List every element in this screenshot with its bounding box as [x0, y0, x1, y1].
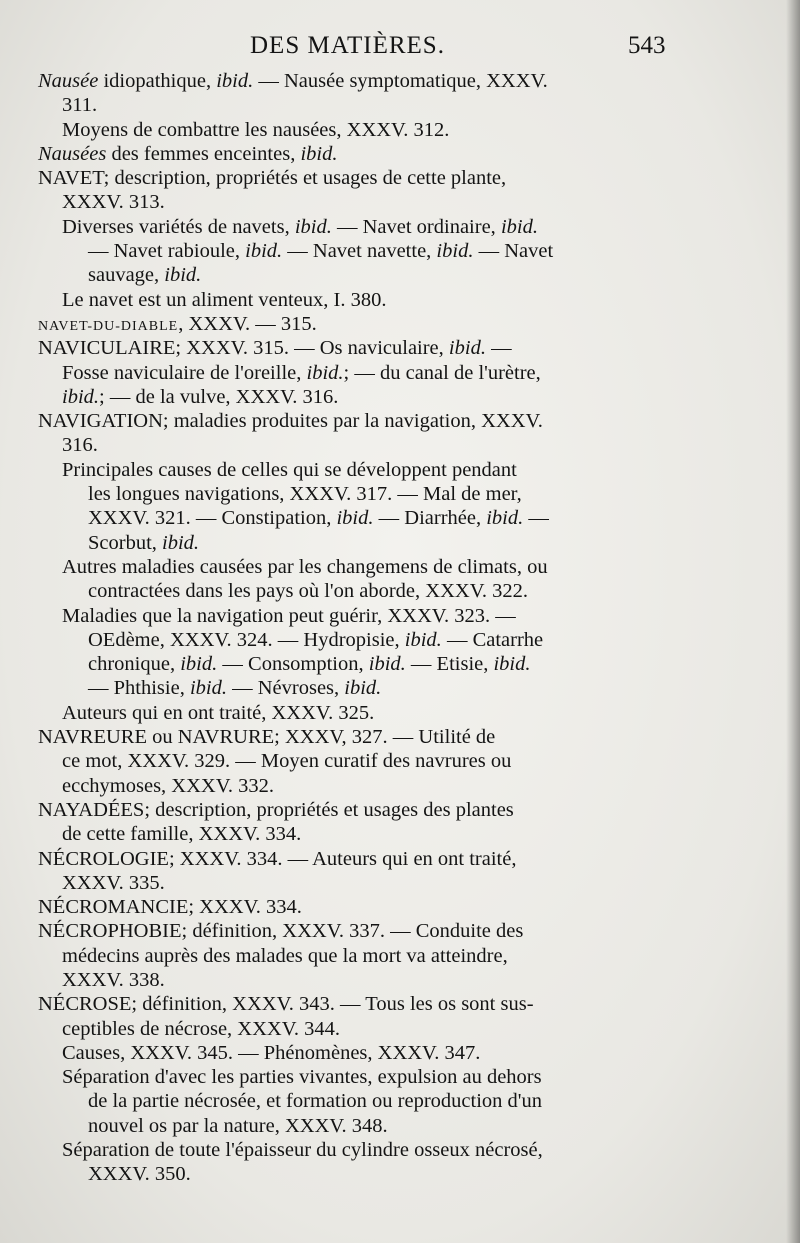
- entry-text: médecins auprès des malades que la mort va atteindre,: [62, 944, 508, 967]
- italic-text: ibid.: [368, 653, 406, 676]
- index-subentry-line: [38, 361, 680, 385]
- italic-text: ibid.: [493, 653, 531, 676]
- entry-text: NÉCROPHOBIE; définition, XXXV. 337. — Conduite des: [38, 920, 524, 943]
- entry-text: — Diarrhée,: [373, 507, 487, 530]
- index-subentry-line: [38, 871, 680, 895]
- entry-text: les longues navigations, XXXV. 317. — Mal de mer,: [88, 483, 522, 506]
- index-subentry-line: [38, 968, 680, 992]
- index-subentry-line: [38, 701, 680, 725]
- entry-text: , XXXV. — 315.: [178, 312, 317, 335]
- index-subentry-line: [38, 774, 680, 798]
- index-entry-line: [38, 166, 680, 190]
- entry-text: Moyens de combattre les nausées, XXXV. 312.: [62, 118, 450, 141]
- entry-text: — Navet ordinaire,: [331, 215, 501, 238]
- index-subentry-line: [38, 531, 680, 555]
- entry-text: chronique,: [88, 653, 181, 676]
- entry-text: Fosse naviculaire de l'oreille,: [62, 361, 307, 384]
- index-entry-line: [38, 409, 680, 433]
- italic-text: ibid.: [245, 240, 283, 263]
- entry-text: —: [485, 337, 512, 360]
- index-subentry-line: [38, 604, 680, 628]
- italic-text: ibid.: [189, 677, 227, 700]
- entry-text: — Névroses,: [226, 677, 345, 700]
- page-header: [0, 32, 800, 66]
- entry-text: Séparation d'avec les parties vivantes, expulsion au dehors: [62, 1066, 542, 1089]
- index-subentry-line: [38, 288, 680, 312]
- index-entry-line: [38, 336, 680, 360]
- italic-text: ibid.: [486, 507, 524, 530]
- entry-text: XXXV. 321. — Constipation,: [88, 507, 337, 530]
- entry-text: NAVET; description, propriétés et usages de cette plante,: [38, 167, 507, 190]
- italic-text: Nausées: [38, 142, 107, 165]
- entry-text: XXXV. 350.: [88, 1163, 191, 1186]
- running-title: DES MATIÈRES.: [250, 32, 445, 59]
- index-subentry-line: [38, 1041, 680, 1065]
- index-subentry-line: [38, 1017, 680, 1041]
- entry-text: ceptibles de nécrose, XXXV. 344.: [62, 1017, 341, 1040]
- index-subentry-line: [38, 118, 680, 142]
- entry-text: Maladies que la navigation peut guérir, XXXV. 323. —: [62, 604, 516, 627]
- index-subentry-line: [38, 1065, 680, 1089]
- index-subentry-line: [38, 239, 680, 263]
- index-entry-line: [38, 919, 680, 943]
- index-subentry-line: [38, 263, 680, 287]
- index-entry-line: [38, 142, 680, 166]
- index-entry-line: [38, 312, 680, 336]
- italic-text: Nausée: [38, 70, 99, 92]
- entry-text: NAYADÉES; description, propriétés et usages des plantes: [38, 798, 514, 821]
- index-subentry-line: [38, 579, 680, 603]
- italic-text: ibid.: [300, 142, 338, 165]
- entry-text: de cette famille, XXXV. 334.: [62, 823, 302, 846]
- italic-text: ibid.: [500, 215, 538, 238]
- index-entry-line: [38, 725, 680, 749]
- index-subentry-line: [38, 652, 680, 676]
- page-edge-shadow: [786, 0, 800, 1243]
- entry-text: NÉCROLOGIE; XXXV. 334. — Auteurs qui en ont traité,: [38, 847, 517, 870]
- entry-text: NAVIGATION; maladies produites par la navigation, XXXV.: [38, 410, 543, 433]
- italic-text: ibid.: [306, 361, 344, 384]
- entry-text: Autres maladies causées par les changemens de climats, ou: [62, 555, 548, 578]
- entry-text: — Navet navette,: [282, 240, 437, 263]
- index-subentry-line: [38, 628, 680, 652]
- index-subentry-line: [38, 822, 680, 846]
- entry-text: — Nausée symptomatique, XXXV.: [253, 70, 548, 92]
- entry-text: NAVREURE ou NAVRURE; XXXV, 327. — Utilité de: [38, 726, 496, 749]
- index-subentry-line: [38, 458, 680, 482]
- entry-text: Le navet est un aliment venteux, I. 380.: [62, 288, 387, 311]
- page-number: 543: [628, 32, 666, 59]
- index-subentry-line: [38, 1114, 680, 1138]
- entry-text: ; — du canal de l'urètre,: [343, 361, 541, 384]
- entry-text: XXXV. 335.: [62, 871, 165, 894]
- index-subentry-line: [38, 506, 680, 530]
- italic-text: ibid.: [162, 531, 200, 554]
- index-entry-line: [38, 895, 680, 919]
- italic-text: ibid.: [336, 507, 374, 530]
- entry-text: NAVICULAIRE; XXXV. 315. — Os naviculaire,: [38, 337, 449, 360]
- entry-text: sauvage,: [88, 264, 165, 287]
- entry-text: Scorbut,: [88, 531, 163, 554]
- entry-text: — Catarrhe: [441, 628, 544, 651]
- entry-text: ecchymoses, XXXV. 332.: [62, 774, 274, 797]
- entry-text: — Consomption,: [217, 653, 369, 676]
- entry-text: nouvel os par la nature, XXXV. 348.: [88, 1114, 388, 1137]
- entry-text: OEdème, XXXV. 324. — Hydropisie,: [88, 628, 405, 651]
- entry-text: ce mot, XXXV. 329. — Moyen curatif des navrures ou: [62, 750, 512, 773]
- italic-text: ibid.: [436, 240, 474, 263]
- italic-text: ibid.: [448, 337, 486, 360]
- entry-text: NÉCROSE; définition, XXXV. 343. — Tous les os sont sus-: [38, 993, 534, 1016]
- italic-text: ibid.: [216, 70, 254, 92]
- entry-text: Auteurs qui en ont traité, XXXV. 325.: [62, 701, 375, 724]
- entry-text: 311.: [62, 94, 98, 117]
- index-subentry-line: [38, 385, 680, 409]
- entry-text: — Etisie,: [405, 653, 494, 676]
- entry-text: NÉCROMANCIE; XXXV. 334.: [38, 896, 302, 919]
- italic-text: ibid.: [62, 385, 100, 408]
- entry-text: de la partie nécrosée, et formation ou reproduction d'un: [88, 1090, 542, 1113]
- entry-text: ; — de la vulve, XXXV. 316.: [99, 385, 339, 408]
- index-subentry-line: [38, 1162, 680, 1186]
- entry-text: contractées dans les pays où l'on aborde, XXXV. 322.: [88, 580, 528, 603]
- entry-text: des femmes enceintes,: [106, 142, 301, 165]
- index-subentry-line: [38, 944, 680, 968]
- index-subentry-line: [38, 1138, 680, 1162]
- index-subentry-line: [38, 482, 680, 506]
- italic-text: ibid.: [294, 215, 332, 238]
- index-entry-line: [38, 992, 680, 1016]
- italic-text: ibid.: [404, 628, 442, 651]
- index-subentry-line: [38, 1089, 680, 1113]
- italic-text: ibid.: [180, 653, 218, 676]
- entry-text: XXXV. 338.: [62, 968, 165, 991]
- entry-text: XXXV. 313.: [62, 191, 165, 214]
- index-subentry-line: [38, 190, 680, 214]
- index-subentry-line: [38, 93, 680, 117]
- italic-text: ibid.: [164, 264, 202, 287]
- index-subentry-line: [38, 433, 680, 457]
- entry-text: — Navet rabioule,: [88, 240, 246, 263]
- entry-text: — Phthisie,: [88, 677, 190, 700]
- entry-text: —: [523, 507, 549, 530]
- entry-text: idiopathique,: [98, 70, 217, 92]
- index-entry-line: [38, 847, 680, 871]
- entry-text: — Navet: [473, 240, 554, 263]
- entry-text: Diverses variétés de navets,: [62, 215, 295, 238]
- index-entries: [38, 69, 680, 1187]
- index-subentry-line: [38, 555, 680, 579]
- entry-text: 316.: [62, 434, 98, 457]
- entry-text: Principales causes de celles qui se développent pendant: [62, 458, 517, 481]
- index-subentry-line: [38, 215, 680, 239]
- entry-text: Séparation de toute l'épaisseur du cylindre osseux nécrosé,: [62, 1139, 543, 1162]
- index-subentry-line: [38, 749, 680, 773]
- index-entry-line: [38, 69, 680, 93]
- italic-text: ibid.: [344, 677, 382, 700]
- index-subentry-line: [38, 676, 680, 700]
- entry-text: NAVET-DU-DIABLE: [38, 318, 179, 334]
- index-entry-line: [38, 798, 680, 822]
- entry-text: Causes, XXXV. 345. — Phénomènes, XXXV. 347.: [62, 1041, 481, 1064]
